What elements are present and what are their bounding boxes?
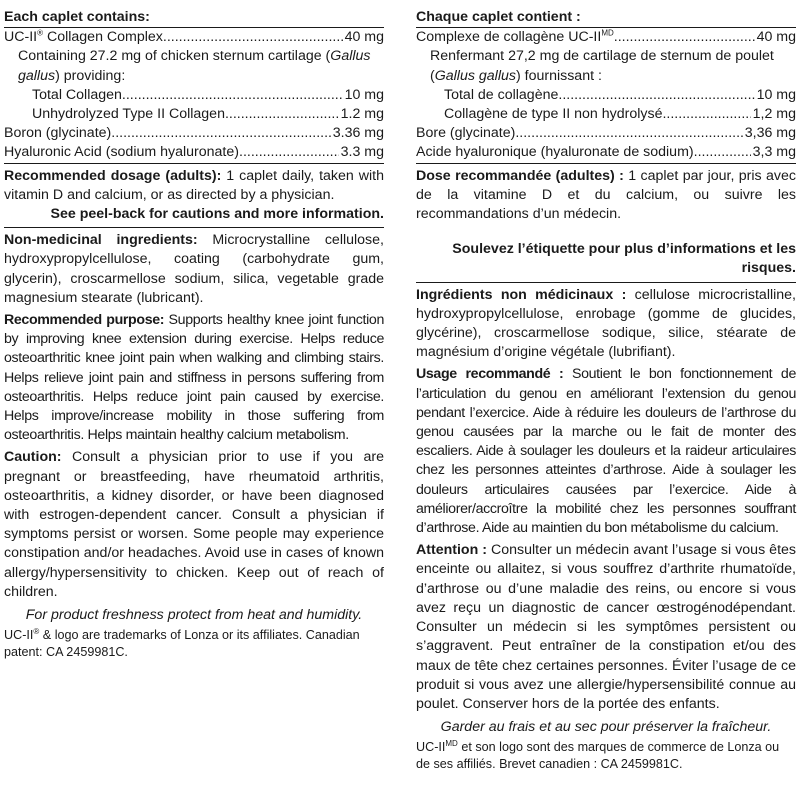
en-leader-dots bbox=[122, 86, 343, 105]
en-row-total-collagen bbox=[4, 86, 384, 105]
french-panel bbox=[416, 8, 796, 773]
en-hyaluronic-value: 3.3 mg bbox=[340, 144, 384, 161]
en-nonmedicinal-paragraph: Non-medicinal ingredients: Microcrystalline cellulose, hydroxypropylcellulose, coating (carbohydrate gum, glycerin), croscarmellose sodium, silica, vegetable grade magnesium stearate (lubricant). bbox=[4, 232, 384, 306]
fr-leader-dots bbox=[515, 124, 742, 143]
en-leader-dots bbox=[163, 28, 343, 47]
fr-leader-dots bbox=[662, 105, 750, 124]
fr-row-type2 bbox=[416, 105, 796, 124]
fr-row-bore bbox=[416, 124, 796, 143]
en-row-unhydrolyzed bbox=[4, 105, 384, 124]
en-nonmedicinal-label: Non-medicinal ingredients: bbox=[4, 232, 198, 249]
en-heading: Each caplet contains: bbox=[4, 9, 150, 25]
en-purpose-label: Recommended purpose: bbox=[4, 312, 165, 329]
fr-attention-label: Attention : bbox=[416, 542, 487, 559]
en-unhydrolyzed-value: 1.2 mg bbox=[340, 106, 384, 123]
fr-row-complex bbox=[416, 28, 796, 47]
en-unhydrolyzed-label: Unhydrolyzed Type II Collagen bbox=[32, 106, 225, 123]
en-dosage-paragraph: Recommended dosage (adults): 1 caplet daily, taken with vitamin D and calcium, or as directed by a physician. bbox=[4, 167, 384, 203]
fr-dose-label: Dose recommandée (adultes) : bbox=[416, 167, 624, 184]
fr-bore-label: Bore (glycinate) bbox=[416, 125, 516, 142]
fr-divider bbox=[416, 282, 796, 283]
en-table-rule bbox=[4, 163, 384, 164]
fr-attention-paragraph: Attention : Consulter un médecin avant l’usage si vous êtes enceinte ou allaitez, si vous souffrez d’arthrite rhumatoïde, d’arthrose ou d’une maladie des reins, ou encore si vous avez reçu un diagnostic de cancer œstrogénodépendant. Consulter un médecin si les symptômes persistent ou s’aggravent. Peut entraîner de la constipation et/ou des maux de tête chez certaines personnes. Éviter l’usage de ce produit si vous avez une allergie/hypersensibilité connue au poulet. Conserver hors de la portée des enfants. bbox=[416, 542, 796, 712]
fr-type2-value: 1,2 mg bbox=[752, 106, 796, 123]
fr-usage-label: Usage recommandé : bbox=[416, 366, 564, 383]
en-collagen-complex-label: Collagen Complex bbox=[43, 29, 163, 46]
en-containing-text: Containing 27.2 mg of chicken sternum cartilage (Gallus gallus) providing: bbox=[18, 48, 371, 84]
fr-heading: Chaque caplet contient : bbox=[416, 9, 581, 25]
fr-row-total-collagen bbox=[416, 86, 796, 105]
en-leader-dots bbox=[239, 143, 339, 162]
fr-nonmedicinal-label: Ingrédients non médicinaux : bbox=[416, 286, 627, 303]
en-purpose-paragraph: Recommended purpose: Supports healthy knee joint function by improving knee extension during exercise. Helps reduce osteoarthritic knee joint pain when walking and climbing stairs. Helps relieve joint pain and stiffness in persons suffering from osteoarthritis. Helps reduce joint pain caused by exercise. Helps improve/increase mobility in those suffering from osteoarthritis. Helps maintain healthy calcium metabolism. bbox=[4, 312, 384, 444]
fr-acide-label: Acide hyaluronique (hyaluronate de sodium) bbox=[416, 144, 694, 161]
en-hyaluronic-label: Hyaluronic Acid (sodium hyaluronate) bbox=[4, 144, 239, 161]
fr-acide-value: 3,3 mg bbox=[752, 144, 796, 161]
en-total-collagen-label: Total Collagen bbox=[32, 86, 122, 103]
fr-md-mark: MD bbox=[601, 28, 614, 38]
fr-trademark-note: $UC-II^{MD}$ et son logo sont des marques de commerce de Lonza ou de ses affiliés. Brevet canadien : CA 2459981C. bbox=[416, 739, 780, 772]
en-ucii-label: UC-II bbox=[4, 29, 38, 46]
en-caution-paragraph: Caution: Consult a physician prior to use if you are pregnant or breastfeeding, have rheumatoid arthritis, osteoarthritis, a kidney disorder, or have been diagnosed with estrogen-dependent cancer. Consult a physician if symptoms persist or worsen. Some people may experience constipation and/or headaches. Avoid use in cases of known allergy/hypersensitivity to chicken. Keep out of reach of children. bbox=[4, 449, 384, 600]
en-row-collagen-complex bbox=[4, 28, 384, 47]
en-collagen-complex-value: 40 mg bbox=[344, 29, 384, 46]
en-freshness-note: For product freshness protect from heat and humidity. bbox=[25, 607, 363, 624]
en-row-hyaluronic bbox=[4, 143, 384, 162]
en-divider bbox=[4, 227, 384, 228]
en-dosage-label: Recommended dosage (adults): bbox=[4, 167, 222, 184]
en-leader-dots bbox=[225, 105, 339, 124]
fr-complex-value: 40 mg bbox=[756, 29, 796, 46]
fr-total-collagen-label: Total de collagène bbox=[444, 86, 559, 103]
en-caution-label: Caution: bbox=[4, 449, 62, 466]
fr-freshness-note: Garder au frais et au sec pour préserver la fraîcheur. bbox=[440, 719, 772, 736]
fr-leader-dots bbox=[614, 28, 755, 47]
fr-dose-paragraph: Dose recommandée (adultes) : 1 caplet par jour, pris avec de la vitamine D et du calcium, ou suivre les recommandations d’un médecin. bbox=[416, 167, 796, 223]
fr-peel-back-note: Soulevez l’étiquette pour plus d’informations et les risques. bbox=[452, 241, 796, 277]
fr-row-acide bbox=[416, 143, 796, 162]
fr-usage-paragraph: Usage recommandé : Soutient le bon fonctionnement de l’articulation du genou en améliorant l’extension du genou pendant l’exercice. Aide à réduire les douleurs de l’arthrose du genou causées par la marche ou le fait de monter des escaliers. Aide à soulager les douleurs et la raideur articulaires chez les personnes atteintes d’arthrose. Aide à soulager les douleurs articulaires causées par l’exercice. Aide à améliorer/accroître la mobilité chez les personnes souffrant d’arthrose. Aide au maintien du bon métabolisme du calcium. bbox=[416, 366, 796, 537]
fr-complex-label: Complexe de collagène UC-II bbox=[416, 29, 602, 46]
fr-bore-value: 3,36 mg bbox=[744, 125, 796, 142]
en-peel-back-note: See peel-back for cautions and more information. bbox=[50, 206, 384, 223]
en-trademark-note: UC-II® & logo are trademarks of Lonza or its affiliates. Canadian patent: CA 2459981C. bbox=[4, 627, 360, 660]
en-leader-dots bbox=[111, 124, 330, 143]
en-boron-label: Boron (glycinate) bbox=[4, 125, 112, 142]
fr-containing-text: Renfermant 27,2 mg de cartilage de sternum de poulet (Gallus gallus) fournissant : bbox=[430, 48, 774, 84]
fr-table-rule bbox=[416, 163, 796, 164]
en-total-collagen-value: 10 mg bbox=[344, 86, 384, 103]
fr-leader-dots bbox=[558, 86, 754, 105]
en-boron-value: 3.36 mg bbox=[332, 125, 384, 142]
fr-nonmedicinal-paragraph: Ingrédients non médicinaux : cellulose microcristalline, hydroxypropylcellulose, enrobage (gomme de glucides, glycérine), croscarmellose sodique, silice, stéarate de magnésium d’origine végétale (lubrifiant). bbox=[416, 286, 797, 361]
fr-total-collagen-value: 10 mg bbox=[756, 86, 796, 103]
en-registered-mark: ® bbox=[37, 28, 44, 38]
english-panel bbox=[4, 8, 384, 661]
fr-leader-dots bbox=[694, 143, 751, 162]
fr-type2-label: Collagène de type II non hydrolysé bbox=[444, 106, 663, 123]
en-row-boron bbox=[4, 124, 384, 143]
